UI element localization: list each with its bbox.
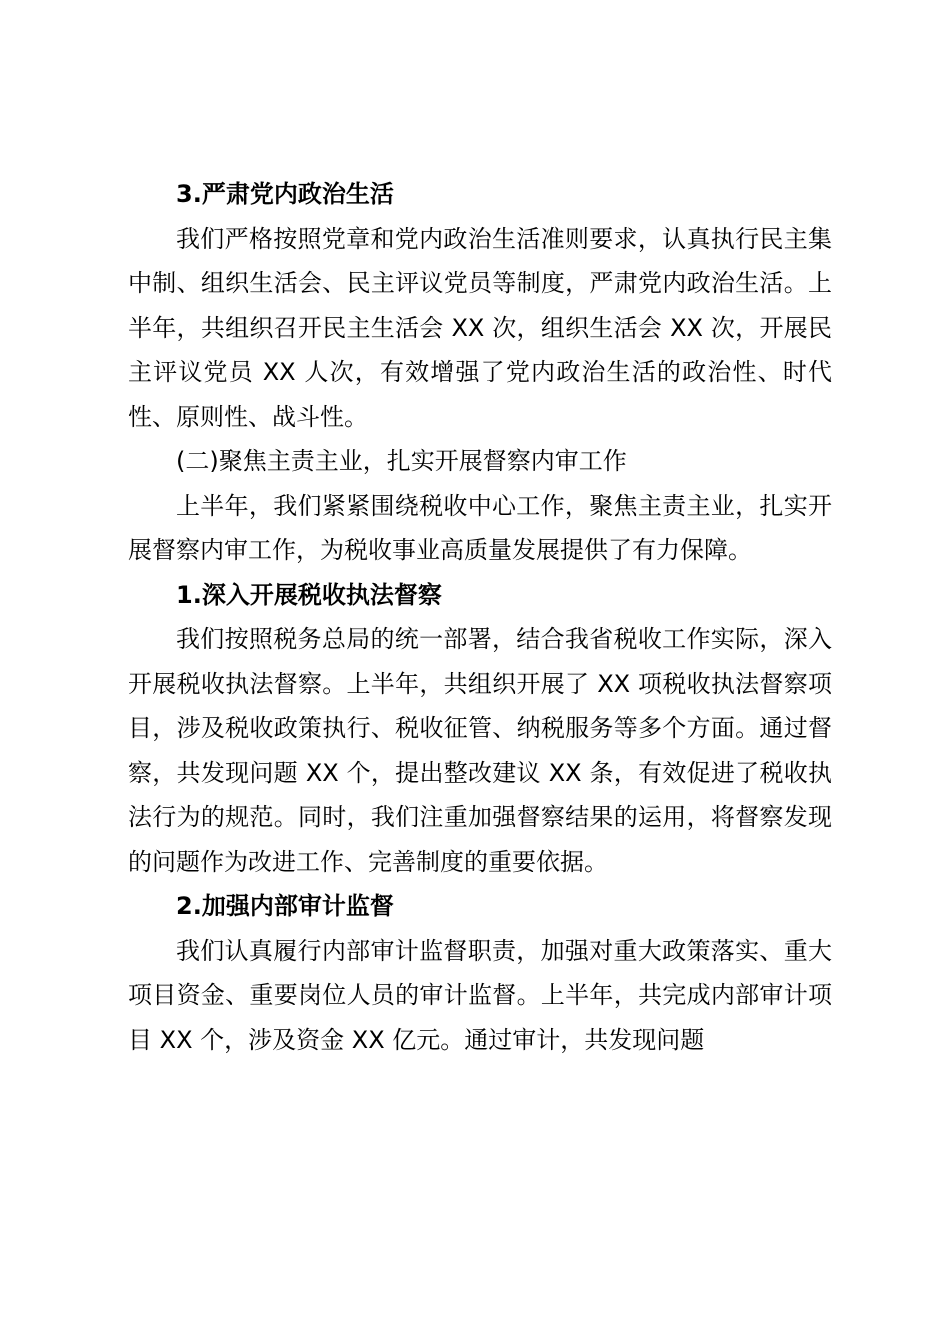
paragraph-internal-audit: 我们认真履行内部审计监督职责，加强对重大政策落实、重大项目资金、重要岗位人员的审计监督。上半年，共完成内部审计项目 XX 个，涉及资金 XX 亿元。通过审计，共发现问题 [128, 936, 832, 1054]
document-body [128, 172, 832, 1062]
paragraph-tax-enforcement: 我们按照税务总局的统一部署，结合我省税收工作实际，深入开展税收执法督察。上半年，共组织开展了 XX 项税收执法督察项目，涉及税收政策执行、税收征管、纳税服务等多个方面。通过督察，共发现问题 XX 个，提出整改建议 XX 条，有效促进了税收执法行为的规范。同时，我们注重加强督察结果的运用，将督察发现的问题作为改进工作、完善制度的重要依据。 [128, 625, 832, 876]
section-heading-strict-political-life: 3.严肃党内政治生活 [176, 180, 394, 208]
section-subheading-inspection-audit: (二)聚焦主责主业，扎实开展督察内审工作 [176, 447, 627, 475]
section-heading-internal-audit: 2.加强内部审计监督 [176, 892, 394, 920]
paragraph-political-life: 我们严格按照党章和党内政治生活准则要求，认真执行民主集中制、组织生活会、民主评议党员等制度，严肃党内政治生活。上半年，共组织召开民主生活会 XX 次，组织生活会 XX 次，开展民主评议党员 XX 人次，有效增强了党内政治生活的政治性、时代性、原则性、战斗性。 [128, 224, 832, 431]
section-heading-tax-enforcement: 1.深入开展税收执法督察 [176, 580, 442, 609]
paragraph-inspection-audit-intro: 上半年，我们紧紧围绕税收中心工作，聚焦主责主业，扎实开展督察内审工作，为税收事业高质量发展提供了有力保障。 [128, 491, 832, 564]
